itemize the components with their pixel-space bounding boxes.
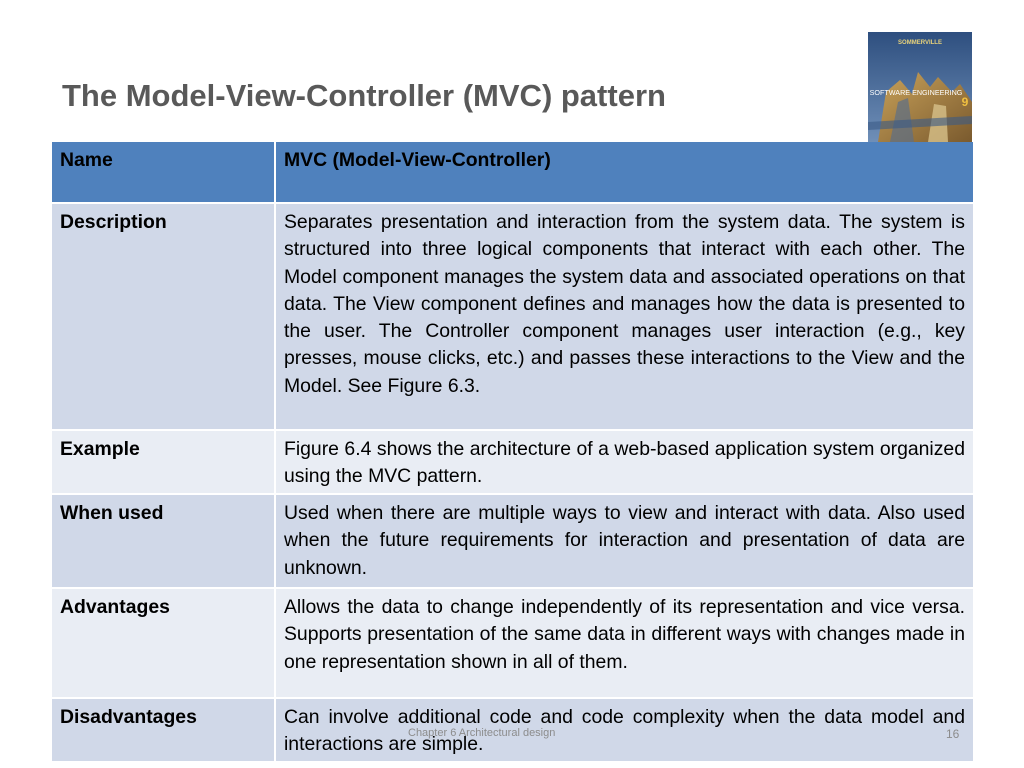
slide-title: The Model-View-Controller (MVC) pattern — [62, 78, 666, 113]
row-label-advantages: Advantages — [52, 588, 275, 698]
row-label-description: Description — [52, 203, 275, 430]
pattern-table — [52, 142, 973, 761]
header-label-cell: Name — [52, 142, 275, 203]
book-cover-author: SOMMERVILLE — [898, 40, 942, 46]
table-row-example — [52, 430, 973, 494]
table-row-when-used — [52, 494, 973, 588]
book-cover-title: SOFTWARE ENGINEERING — [869, 88, 963, 97]
row-value-example: Figure 6.4 shows the architecture of a web-based application system organized using the MVC pattern. — [275, 430, 973, 494]
book-cover-edition: 9 — [961, 95, 969, 109]
table-header-row — [52, 142, 973, 203]
table-row-description — [52, 203, 973, 430]
header-value-cell: MVC (Model-View-Controller) — [275, 142, 973, 203]
row-label-when-used: When used — [52, 494, 275, 588]
row-label-disadvantages: Disadvantages — [52, 698, 275, 761]
row-value-advantages: Allows the data to change independently of its representation and vice versa. Supports presentation of the same data in different ways with changes made in one representation shown in all of them. — [275, 588, 973, 698]
page-number: 16 — [946, 727, 960, 741]
row-label-example: Example — [52, 430, 275, 494]
book-cover-image — [868, 32, 972, 142]
row-value-when-used: Used when there are multiple ways to view and interact with data. Also used when the future requirements for interaction and presentation of data are unknown. — [275, 494, 973, 588]
table-row-advantages — [52, 588, 973, 698]
row-value-description: Separates presentation and interaction from the system data. The system is structured into three logical components that interact with each other. The Model component manages the system data and associated operations on that data. The View component defines and manages how the data is presented to the user. The Controller component manages user interaction (e.g., key presses, mouse clicks, etc.) and passes these interactions to the View and the Model. See Figure 6.3. — [275, 203, 973, 430]
slide-footer: Chapter 6 Architectural design — [408, 727, 556, 739]
row-value-disadvantages: Can involve additional code and code complexity when the data model and interactions are simple. — [275, 698, 973, 761]
